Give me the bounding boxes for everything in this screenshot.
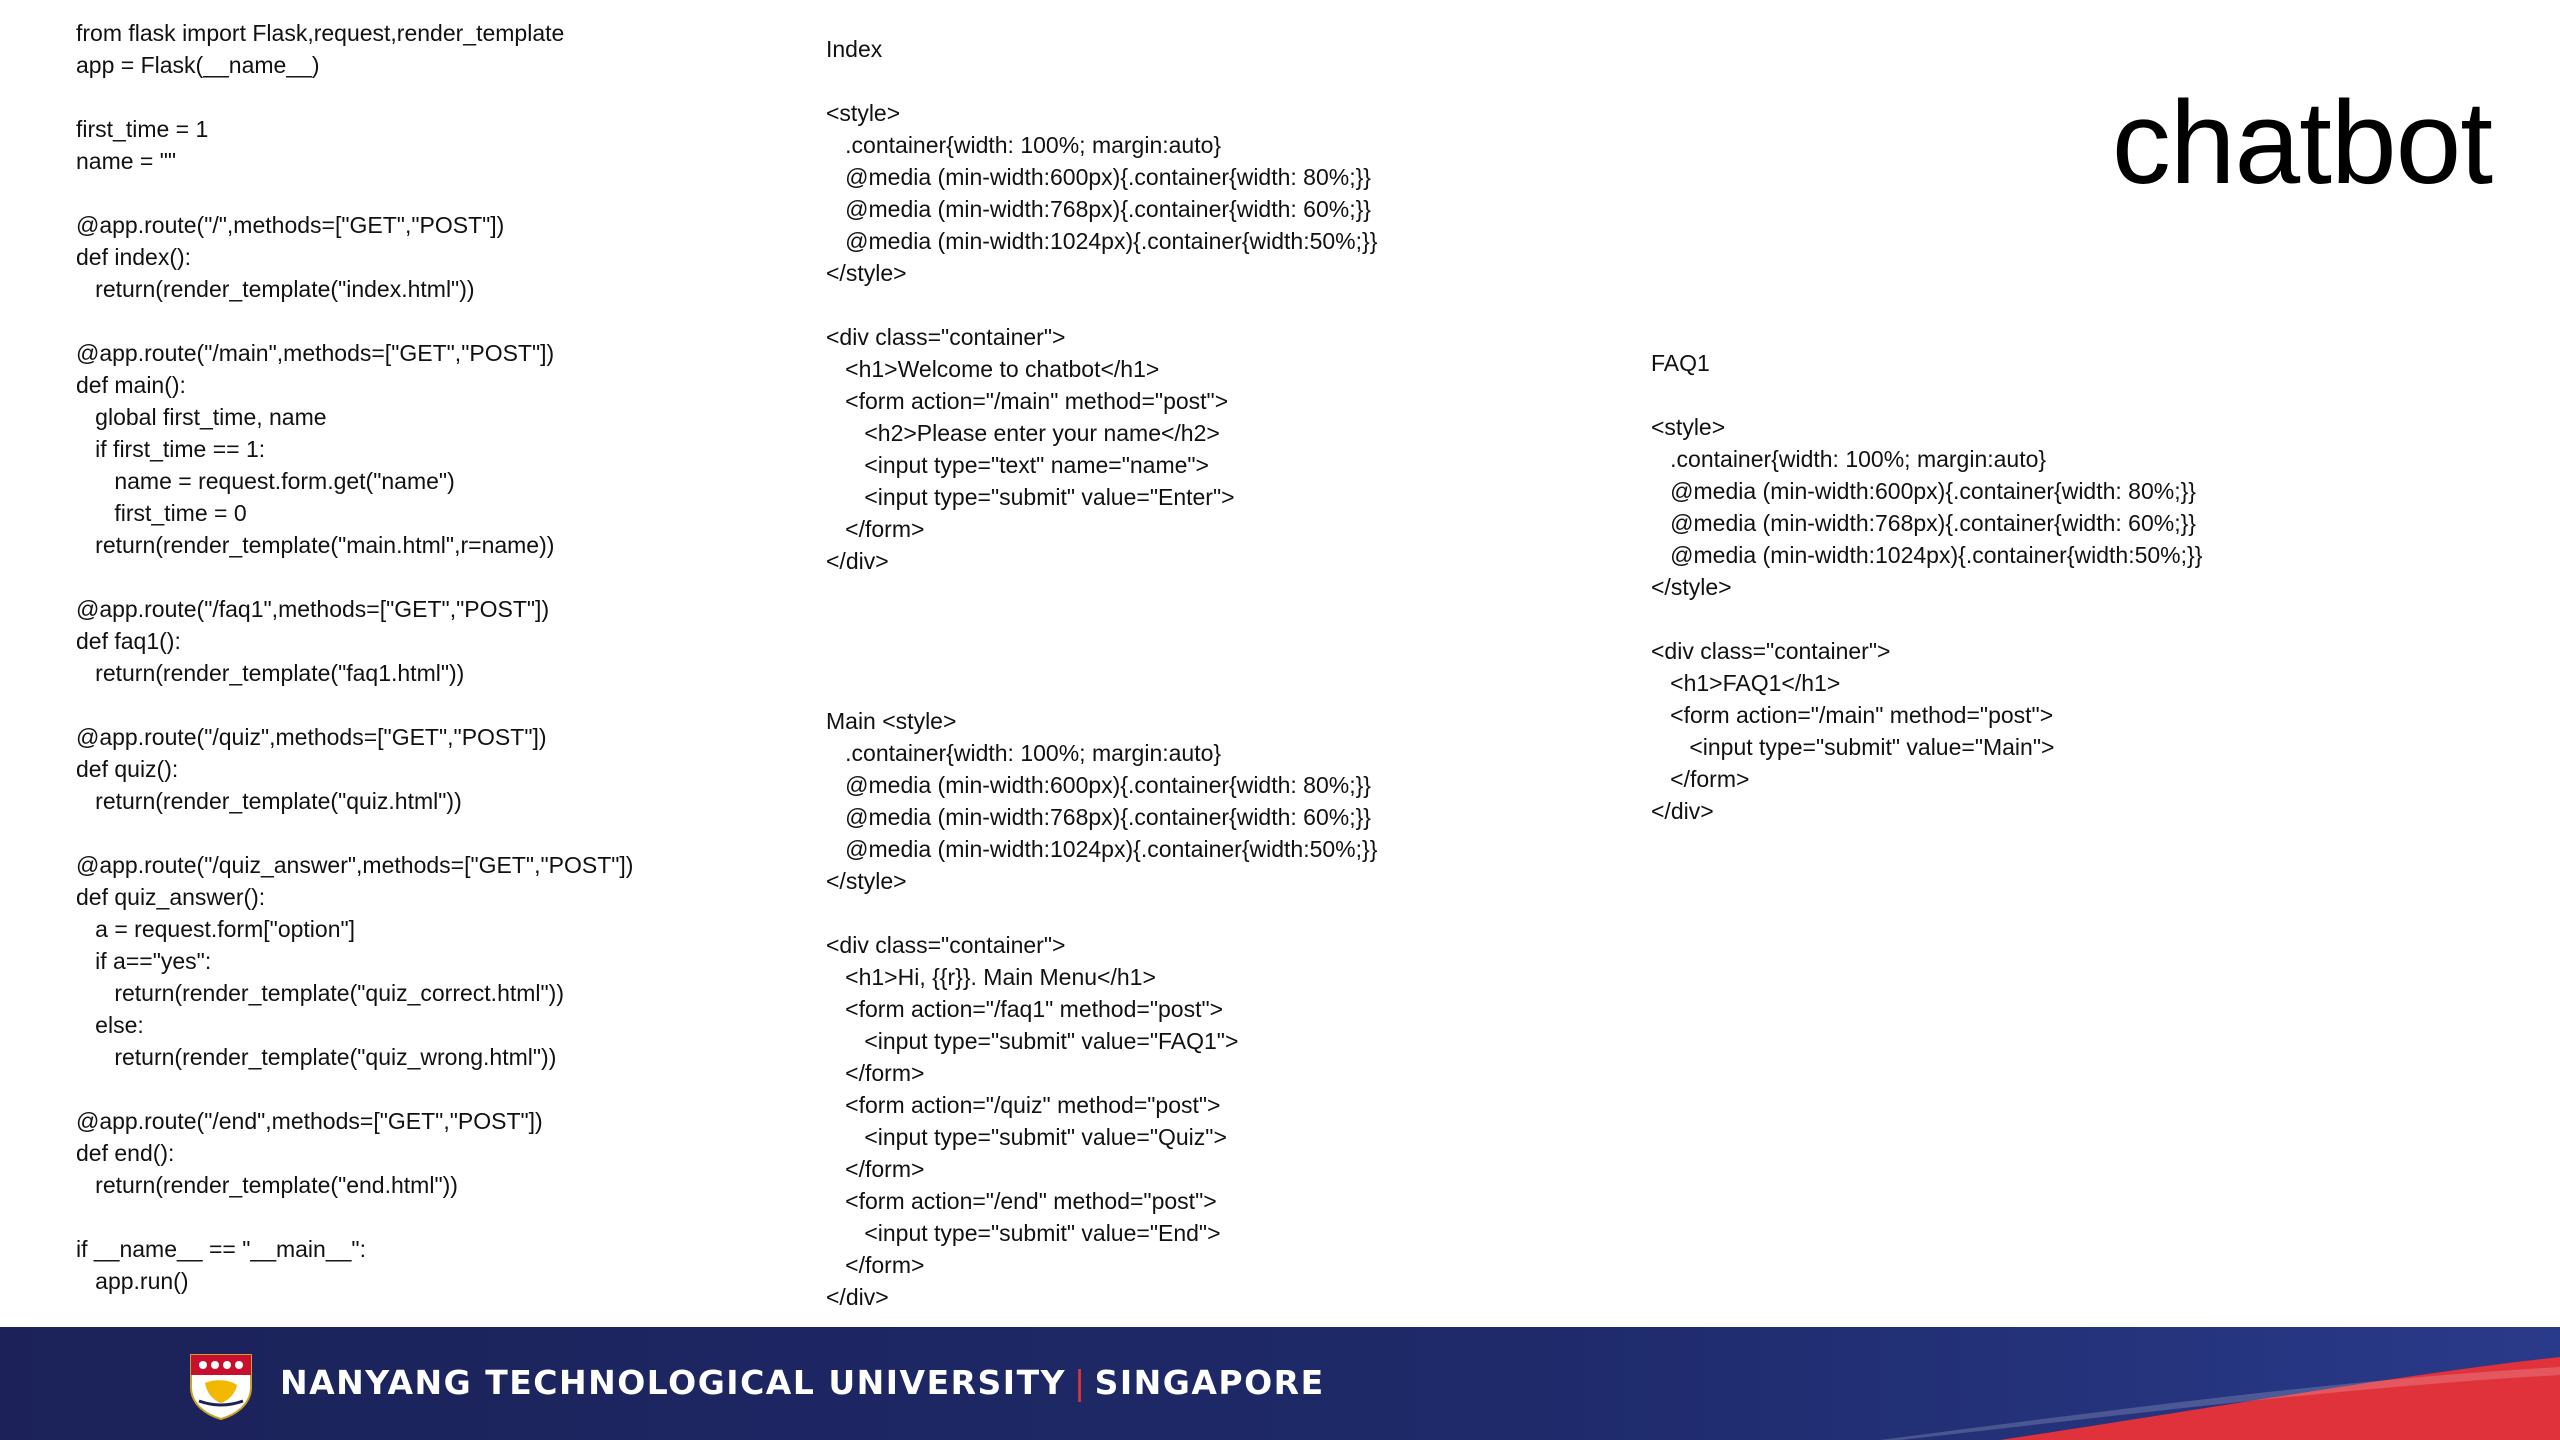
index-main-html-code-block: Index <style> .container{width: 100%; margin:auto} @media (min-width:600px){.container{width: 80%;}} @media (min-width:768px){.container{width: 60%;}} @media (min-width:1024px){.container{width:50%;}} </style> <div class="container"> <h1>Welcome to chatbot</h1> <form action="/main" method="post"> <h2>Please enter your name</h2> <input type="text" name="name"> <input type="submit" value="Enter"> </form> </div> Main <style> .container{width: 100%; margin:auto} @media (min-width:600px){.container{width: 80%;}} @media (min-width:768px){.container{width: 60%;}} @media (min-width:1024px){.container{width:50%;}} </style> <div class="container"> <h1>Hi, {{r}}. Main Menu</h1> <form action="/faq1" method="post"> <input type="submit" value="FAQ1"> </form> <form action="/quiz" method="post"> <input type="submit" value="Quiz"> </form> <form action="/end" method="post"> <input type="submit" value="End"> </form> </div> [826,36,1378,1310]
slide-title: chatbot [2111,77,2492,209]
ntu-crest-icon [185,1349,257,1421]
faq1-html-code-block: FAQ1 <style> .container{width: 100%; margin:auto} @media (min-width:600px){.container{width: 80%;}} @media (min-width:768px){.container{width: 60%;}} @media (min-width:1024px){.container{width:50%;}} </style> <div class="container"> <h1>FAQ1</h1> <form action="/main" method="post"> <input type="submit" value="Main"> </form> </div> [1651,350,2203,824]
university-name [280,1361,1325,1405]
university-footer-banner [0,1327,2560,1440]
footer-separator: | [1074,1363,1087,1402]
country-name: SINGAPORE [1094,1363,1325,1402]
python-code-block: from flask import Flask,request,render_template app = Flask(__name__) first_time = 1 name = "" @app.route("/",methods=["GET","POST"]) def index(): return(render_template("index.html")) @app.route("/main",methods=["GET","POST"]) def main(): global first_time, name if first_time == 1: name = request.form.get("name") first_time = 0 return(render_template("main.html",r=name)) @app.route("/faq1",methods=["GET","POST"]) def faq1(): return(render_template("faq1.html")) @app.route("/quiz",methods=["GET","POST"]) def quiz(): return(render_template("quiz.html")) @app.route("/quiz_answer",methods=["GET","POST"]) def quiz_answer(): a = request.form["option"] if a=="yes": return(render_template("quiz_correct.html")) else: return(render_template("quiz_wrong.html")) @app.route("/end",methods=["GET","POST"]) def end(): return(render_template("end.html")) if __name__ == "__main__": app.run() [76,20,634,1294]
university-name-text: NANYANG TECHNOLOGICAL UNIVERSITY [280,1363,1066,1402]
